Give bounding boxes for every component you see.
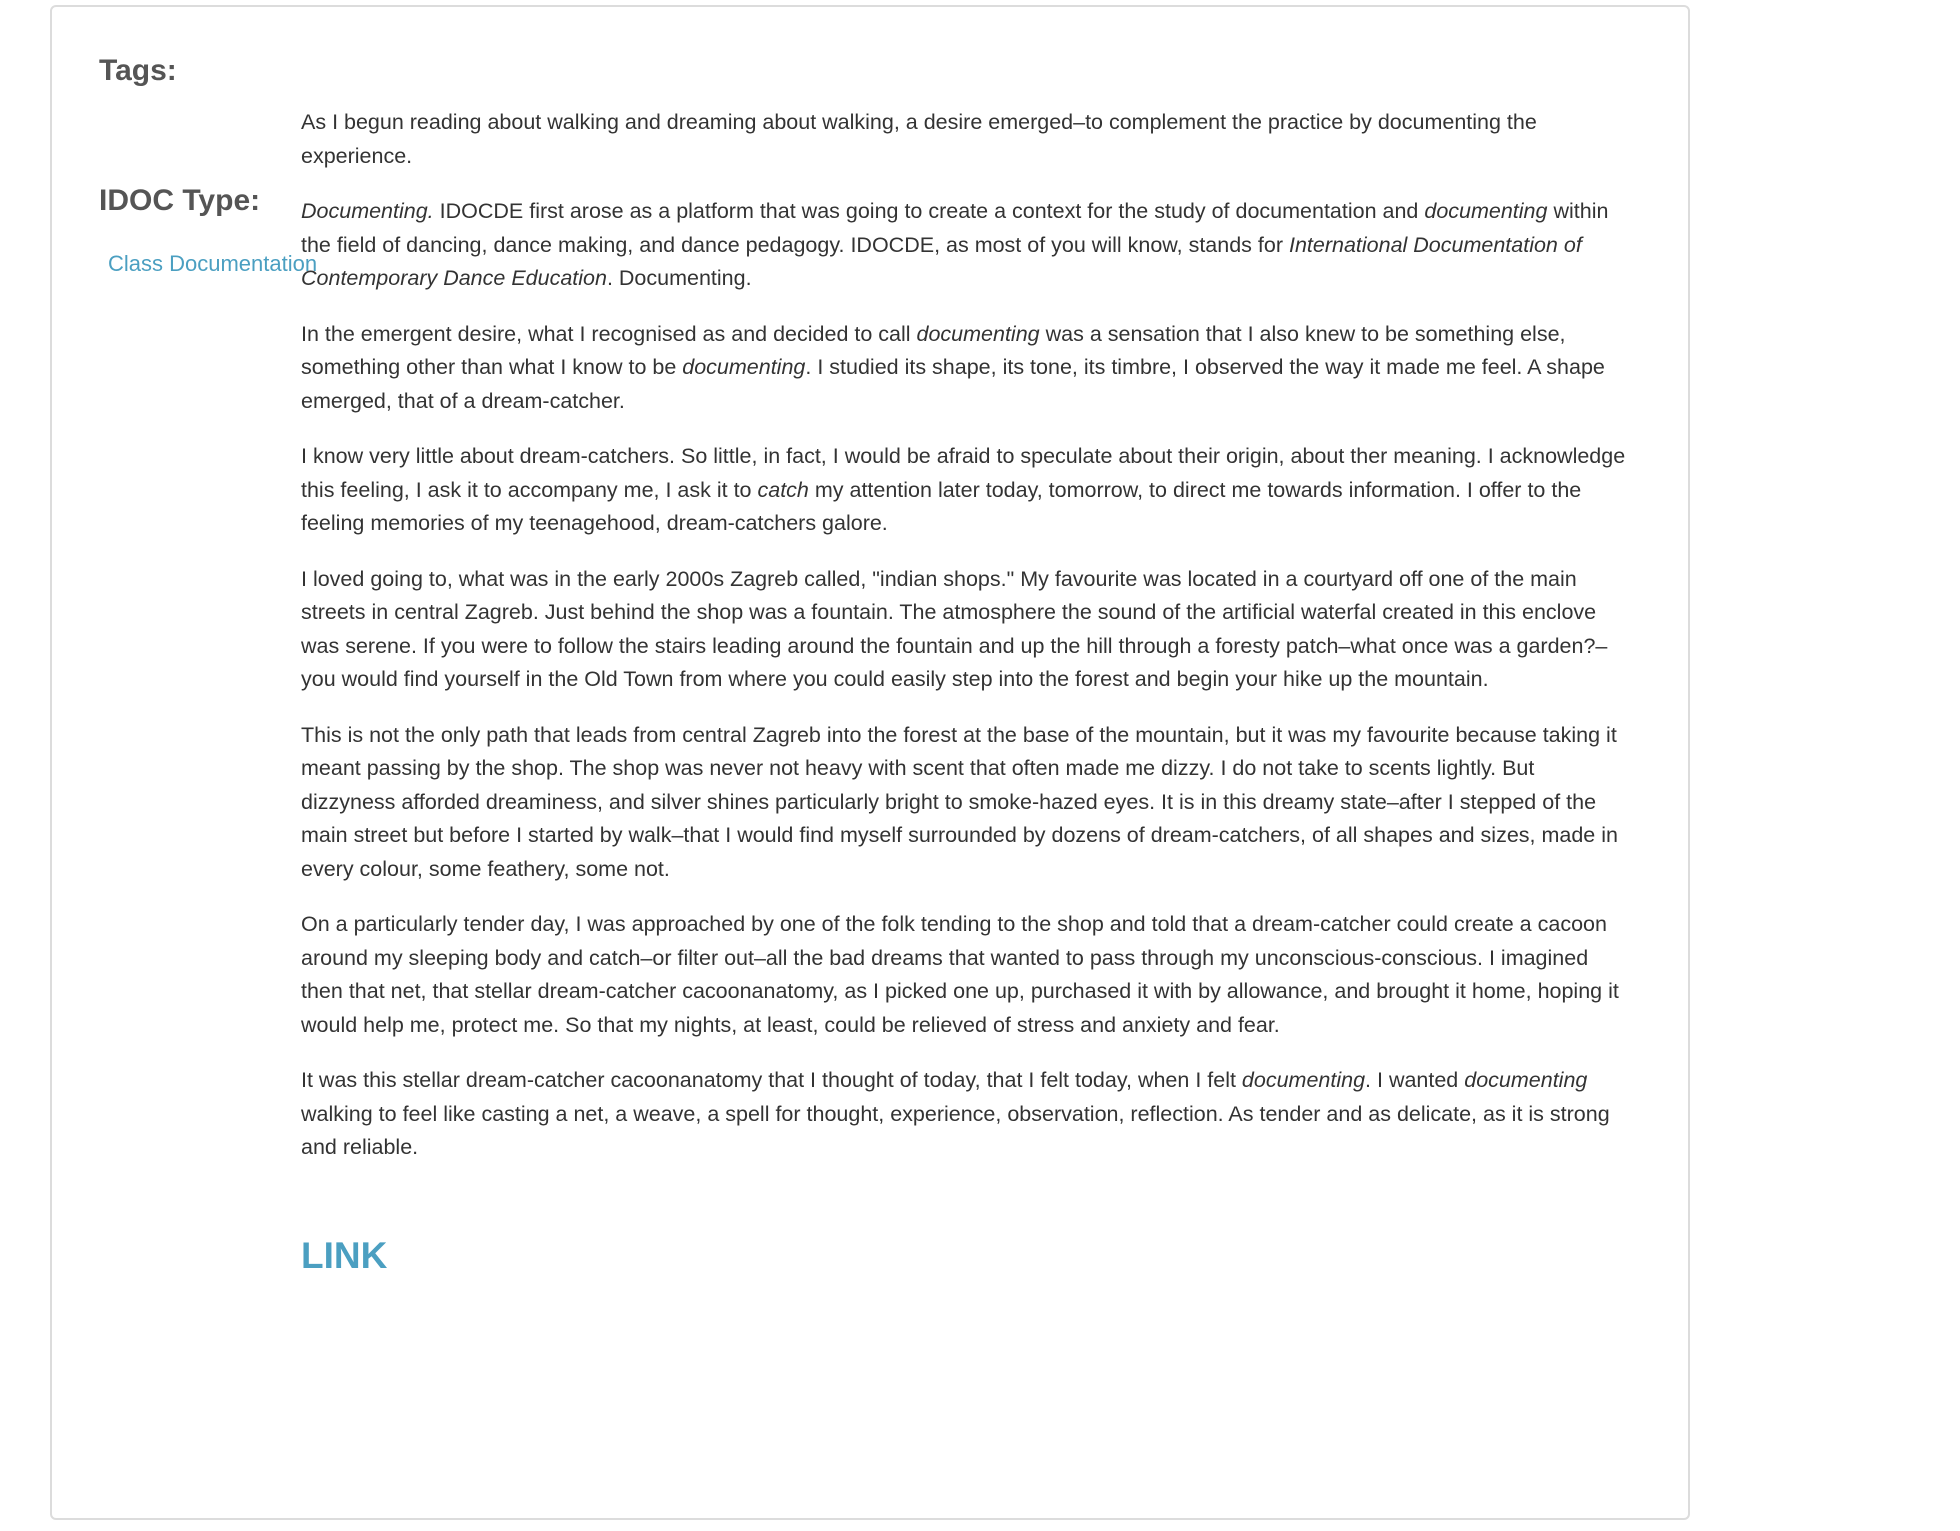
paragraph-7: On a particularly tender day, I was approached by one of the folk tending to the shop and told that a dream-catcher could create a cacoon around my sleeping body and catch–or filter out–all the bad dreams that wanted to pass through my unconscious-conscious. I imagined then that net, that stellar dream-catcher cacoonanatomy, as I picked one up, purchased it with by allowance, and brought it home, hoping it would help me, protect me. So that my nights, at least, could be relieved of stress and anxiety and fear.	[301, 912, 1619, 1037]
text-run: within the field of dancing, dance making, and dance pedagogy. IDOCDE, as most of you will know, stands for	[301, 199, 1609, 257]
text-run: IDOCDE first arose as a platform that was going to create a context for the study of documentation and	[433, 199, 1425, 223]
paragraph-4	[301, 440, 1633, 541]
text-run: In the emergent desire, what I recognised as and decided to call	[301, 321, 917, 346]
italic-text: documenting	[682, 355, 806, 379]
text-run: . Documenting.	[606, 266, 752, 290]
text-run: walking to feel like casting a net, a weave, a spell for thought, experience, observation, reflection. As tender and as delicate, as it is strong and reliable.	[301, 1101, 1610, 1159]
italic-text: documenting	[1464, 1068, 1588, 1092]
paragraph-6: This is not the only path that leads from central Zagreb into the forest at the base of the mountain, but it was my favourite because taking it meant passing by the shop. The shop was never not heavy with scent that often made me dizzy. I do not take to scents lightly. But dizzyness afforded dreaminess, and silver shines particularly bright to smoke-hazed eyes. It is in this dreamy state–after I stepped of the main street but before I started by walk–that I would find myself surrounded by dozens of dream-catchers, of all shapes and sizes, made in every colour, some feathery, some not.	[301, 722, 1618, 881]
italic-text: Documenting.	[301, 199, 434, 223]
text-run: I know very little about dream-catchers. So little, in fact, I would be afraid to speculate about their origin, about ther meaning. I acknowledge this feeling, I ask it to accompany me, I ask it to	[301, 444, 1626, 502]
italic-text: International Documentation of Contemporary Dance Education	[301, 232, 1582, 290]
link-heading[interactable]: LINK	[301, 1234, 388, 1276]
idoc-type-link-class-documentation[interactable]: Class Documentation	[108, 251, 318, 276]
text-run: was a sensation that I also knew to be something else, something other than what I know to be	[301, 321, 1566, 379]
idoc-type-heading: IDOC Type:	[99, 184, 261, 217]
paragraph-3	[301, 318, 1633, 419]
italic-text: documenting	[916, 321, 1040, 346]
paragraph-2	[301, 195, 1633, 296]
paragraph-8	[301, 1064, 1633, 1165]
paragraph-5: I loved going to, what was in the early 2000s Zagreb called, "indian shops." My favourite was located in a courtyard off one of the main streets in central Zagreb. Just behind the shop was a fountain. The atmosphere the sound of the artificial waterfal created in this enclove was serene. If you were to follow the stairs leading around the fountain and up the hill through a foresty patch–what once was a garden?–you would find yourself in the Old Town from where you could easily step into the forest and begin your hike up the mountain.	[301, 566, 1608, 691]
tags-heading: Tags:	[99, 54, 177, 87]
italic-text: documenting	[1424, 199, 1548, 223]
article-body	[301, 106, 1633, 1278]
text-run: . I wanted	[1365, 1068, 1465, 1092]
italic-text: catch	[757, 477, 809, 502]
text-run: . I studied its shape, its tone, its timbre, I observed the way it made me feel. A shape emerged, that of a dream-catcher.	[301, 355, 1605, 413]
text-run: It was this stellar dream-catcher cacoonanatomy that I thought of today, that I felt today, when I felt	[301, 1068, 1242, 1092]
paragraph-1: As I begun reading about walking and dreaming about walking, a desire emerged–to complement the practice by documenting the experience.	[301, 110, 1537, 168]
text-run: my attention later today, tomorrow, to direct me towards information. I offer to the feeling memories of my teenagehood, dream-catchers galore.	[301, 477, 1582, 535]
italic-text: documenting	[1241, 1068, 1366, 1092]
